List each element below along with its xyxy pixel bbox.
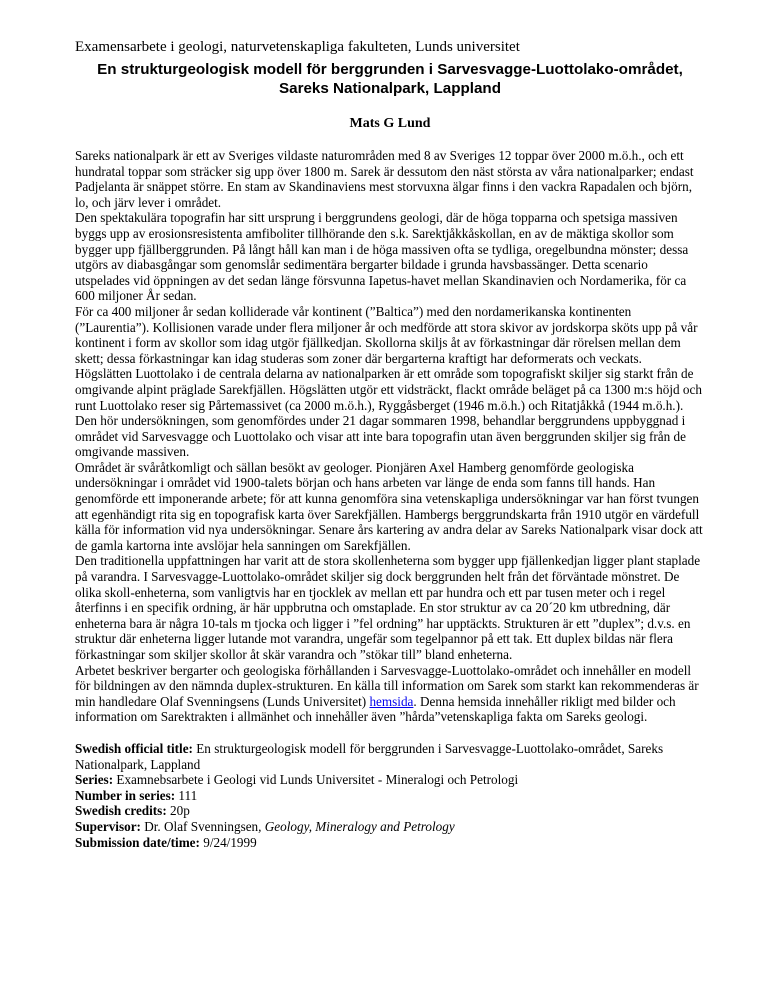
supervisor-department: , Geology, Mineralogy and Petrology [258,818,455,834]
field-value: 9/24/1999 [199,834,257,850]
metadata-block [75,741,705,850]
document-page [75,38,705,850]
field-value: 20p [166,803,190,819]
title-line-2: Sareks Nationalpark, Lappland [279,80,501,97]
credits-row [75,803,705,819]
abstract-body [75,148,705,725]
field-label: Submission date/time: [75,834,200,850]
field-label: Swedish official title: [75,740,193,756]
homepage-link[interactable]: hemsida [369,693,414,709]
supervisor-name: Dr. Olaf Svenningsen [140,818,259,834]
field-value: En strukturgeologisk modell för berggrunden i Sarvesvagge-Luottolako-området, Sareks Nationalpark, Lappland [75,740,664,772]
abstract-paragraph: Den traditionella uppfattningen har varit att de stora skollenheterna som bygger upp fjällenkedjan ligger plant staplade på varandra. I Sarvesvagge-Luottolako-området skiljer sig dock berggrunden helt från det förväntade mönstret. De olika skoll-enheterna, som vanligtvis har en tjocklek av mellan ett par hundra och ett par tusen meter och i regel återfinns i en specifik ordning, är här uppbrutna och omstaplade. En stor struktur av ca 20´20 km utbredning, där enheterna bara är några 10-tals m tjocka och ligger i ”fel ordning” har upptäckts. Strukturen är ett ”duplex”; d.v.s. en struktur där enheterna ligger lutande mot varandra, ungefär som tegelpannor på ett tak. Ett duplex bildas när flera förkastningar som skiljer skollor åt skär varandra och ”stökar till” bland enheterna. [75,553,701,662]
series-row [75,772,705,788]
document-title [75,60,705,98]
field-label: Supervisor: [75,818,141,834]
number-in-series-row [75,788,705,804]
field-label: Series: [75,772,114,788]
field-value: 111 [175,787,198,803]
abstract-paragraph: Högslätten Luottolako i de centrala delarna av nationalparken är ett område som topografiskt skiljer sig starkt från de omgivande alpint präglade Sarekfjällen. Högslätten utgör ett vidsträckt, flackt område beläget på ca 1300 m:s höjd och runt Luottolako reser sig Pårtemassivet (ca 2000 m.ö.h.), Ryggåsberget (1946 m.ö.h.) och Ritatjåkkå (1944 m.ö.h.). Den hör undersökningen, som genomfördes under 21 dagar sommaren 1998, behandlar berggrundens uppbyggnad i området vid Sarvesvagge och Luottolako och visar att inte bara topografin utan även berggrunden skiljer sig från de omgivande massiven. [75,366,702,460]
abstract-paragraph-with-link [75,663,705,725]
abstract-paragraph: Området är svåråtkomligt och sällan besökt av geologer. Pionjären Axel Hamberg genomförde geologiska undersökningar i området vid 1900-talets början och hans arbeten var länge de enda som fanns till hands. Han genomförde ett imponerande arbete; för att kunna genomföra sina vetenskapliga undersökningar var han först tvungen att egenhändigt rita sig en topografisk karta över Sarekfjällen. Hambergs berggrundskarta från 1910 utgör en värdefull källa för information vid nya undersökningar. Senare års kartering av andra delar av Sareks Nationalpark visar dock att de gamla kartorna inte avslöjar hela sanningen om Sarekfjällen. [75,459,703,553]
paragraph-text: Arbetet beskriver bergarter och geologiska förhållanden i Sarvesvagge-Luottolako-området och innehåller en modell för bildningen av den nämnda duplex-strukturen. En källa till information om Sarek som starkt kan rekommenderas är min handledare Olaf Svenningsens (Lunds Universitet) [75,662,699,709]
submission-date-row [75,835,705,851]
author-name: Mats G Lund [349,116,431,131]
abstract-paragraph: Den spektakulära topografin har sitt ursprung i berggrundens geologi, där de höga topparna och spetsiga massiven byggs upp av erosionsresistenta amfiboliter tillhörande den s.k. Sarektjåkkåskollan, en av de mäktiga skollor som bygger upp fjällberggrunden. På långt håll kan man i de höga massiven ofta se tydliga, oregelbundna mönster; dessa utgörs av diabasgångar som genomslår sedimentära bergarter bildade i grunda havsbassänger. Detta scenario utspelades vid öppningen av det sedan länge försvunna Iapetus-havet mellan Skandinavien och Nordamerika, för ca 600 miljoner År sedan. [75,210,689,304]
abstract-paragraph: För ca 400 miljoner år sedan kolliderade vår kontinent (”Baltica”) med den nordamerikanska kontinenten (”Laurentia”). Kollisionen varade under flera miljoner år och medförde att stora skivor av jordskorpa sköts upp på vår kontinent i form av skollor som idag utgör fjällkedjan. Skollorna skiljs åt av förkastningar där rörelsen mellan dem skett; dessa förkastningar kan idag studeras som zoner där bergarterna kraftigt har deformerats och veckats. [75,303,698,366]
title-line-1: En strukturgeologisk modell för berggrunden i Sarvesvagge-Luottolako-området, [97,61,683,78]
field-value: Examnebsarbete i Geologi vid Lunds Universitet - Mineralogi och Petrologi [113,772,519,788]
official-title-row [75,741,705,772]
department-header: Examensarbete i geologi, naturvetenskapliga fakulteten, Lunds universitet [75,39,520,55]
field-label: Number in series: [75,787,176,803]
field-label: Swedish credits: [75,803,167,819]
supervisor-row [75,819,705,835]
paragraph-text: . Denna hemsida innehåller rikligt med bilder och information om Sarektrakten i allmänhet och innehåller även ”hårda”vetenskapliga fakta om Sareks geologi. [75,693,676,725]
abstract-paragraph: Sareks nationalpark är ett av Sveriges vildaste naturområden med 8 av Sveriges 12 toppar över 2000 m.ö.h., och ett hundratal toppar som sträcker sig upp över 1800 m. Sarek är dessutom den näst största av våra nationalparker; endast Padjelanta är snäppet större. En stam av Skandinaviens mest storvuxna älgar finns i den vackra Rapadalen och björn, lo, och järv lever i området. [75,148,694,210]
